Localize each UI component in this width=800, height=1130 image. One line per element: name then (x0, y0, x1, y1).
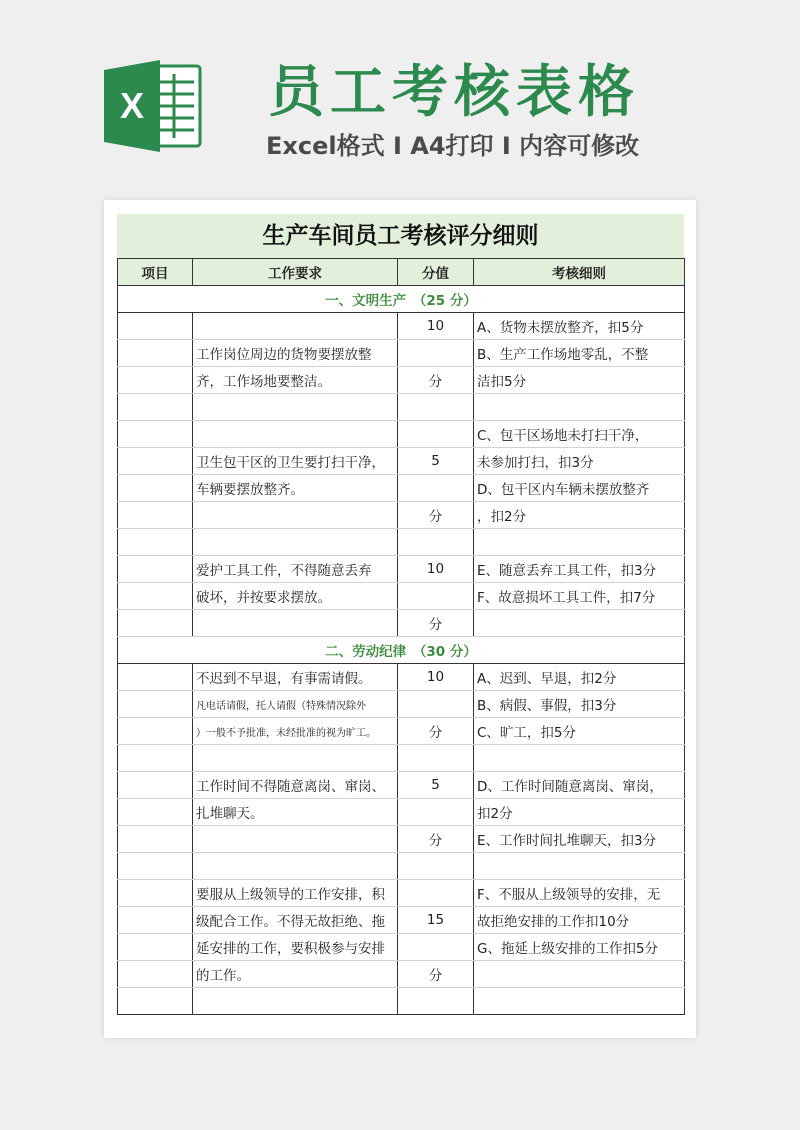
table-row (118, 583, 685, 610)
table-row (118, 745, 685, 772)
detail-cell: 洁扣5分 (474, 367, 685, 394)
page-title: 员工考核表格 (268, 60, 640, 125)
table-row (118, 691, 685, 718)
table-row (118, 394, 685, 421)
table-row (118, 502, 685, 529)
table-row (118, 448, 685, 475)
score-cell: 10 (398, 556, 474, 583)
table-row (118, 826, 685, 853)
score-cell: 15 (398, 907, 474, 934)
table-row (118, 799, 685, 826)
table-row (118, 475, 685, 502)
score-cell: 分 (398, 367, 474, 394)
table-row (118, 421, 685, 448)
requirement-cell: 凡电话请假，托人请假（特殊情况除外 (193, 691, 398, 718)
table-row (118, 988, 685, 1015)
score-cell: 5 (398, 448, 474, 475)
detail-cell: E、随意丢弃工具工件，扣3分 (474, 556, 685, 583)
requirement-cell: 工作时间不得随意离岗、窜岗、 (193, 772, 398, 799)
column-header: 分值 (398, 259, 474, 286)
table-row (118, 772, 685, 799)
detail-cell: F、不服从上级领导的安排，无 (474, 880, 685, 907)
score-cell: 分 (398, 826, 474, 853)
table-row (118, 718, 685, 745)
detail-cell: A、迟到、早退，扣2分 (474, 664, 685, 691)
detail-cell: C、旷工，扣5分 (474, 718, 685, 745)
table-row (118, 340, 685, 367)
requirement-cell: 破坏，并按要求摆放。 (193, 583, 398, 610)
detail-cell: F、故意损坏工具工件，扣7分 (474, 583, 685, 610)
score-cell: 分 (398, 961, 474, 988)
score-cell: 5 (398, 772, 474, 799)
requirement-cell: 级配合工作。不得无故拒绝、拖 (193, 907, 398, 934)
table-row (118, 556, 685, 583)
column-header: 项目 (118, 259, 193, 286)
section-row (118, 637, 685, 664)
table-row (118, 313, 685, 340)
section-label: 一、文明生产 （25 分） (118, 286, 685, 313)
sheet-title: 生产车间员工考核评分细则 (117, 214, 684, 258)
table-row (118, 664, 685, 691)
detail-cell: B、病假、事假，扣3分 (474, 691, 685, 718)
requirement-cell: 齐，工作场地要整洁。 (193, 367, 398, 394)
detail-cell: ，扣2分 (474, 502, 685, 529)
detail-cell: D、包干区内车辆未摆放整齐 (474, 475, 685, 502)
detail-cell: 未参加打扫，扣3分 (474, 448, 685, 475)
table-row (118, 529, 685, 556)
section-row (118, 286, 685, 313)
table-row (118, 853, 685, 880)
assessment-table (117, 258, 685, 1015)
table-row (118, 907, 685, 934)
detail-cell: E、工作时间扎堆聊天，扣3分 (474, 826, 685, 853)
table-header-row (118, 259, 685, 286)
requirement-cell: 卫生包干区的卫生要打扫干净， (193, 448, 398, 475)
requirement-cell: 的工作。 (193, 961, 398, 988)
score-cell: 分 (398, 718, 474, 745)
score-cell: 分 (398, 502, 474, 529)
requirement-cell: 扎堆聊天。 (193, 799, 398, 826)
detail-cell: D、工作时间随意离岗、窜岗， (474, 772, 685, 799)
detail-cell: A、货物未摆放整齐，扣5分 (474, 313, 685, 340)
column-header: 考核细则 (474, 259, 685, 286)
score-cell: 10 (398, 664, 474, 691)
table-row (118, 934, 685, 961)
requirement-cell: ）一般不予批准，未经批准的视为旷工。 (193, 718, 398, 745)
score-cell: 分 (398, 610, 474, 637)
requirement-cell: 不迟到不早退，有事需请假。 (193, 664, 398, 691)
requirement-cell: 延安排的工作，要积极参与安排 (193, 934, 398, 961)
requirement-cell: 工作岗位周边的货物要摆放整 (193, 340, 398, 367)
table-row (118, 961, 685, 988)
table-row (118, 880, 685, 907)
table-row (118, 610, 685, 637)
requirement-cell: 车辆要摆放整齐。 (193, 475, 398, 502)
page-subtitle: Excel格式 Ⅰ A4打印 Ⅰ 内容可修改 (266, 132, 640, 160)
detail-cell: C、包干区场地未打扫干净， (474, 421, 685, 448)
section-label: 二、劳动纪律 （30 分） (118, 637, 685, 664)
detail-cell: 扣2分 (474, 799, 685, 826)
score-cell: 10 (398, 313, 474, 340)
logo-letter: X (119, 85, 145, 126)
requirement-cell: 要服从上级领导的工作安排，积 (193, 880, 398, 907)
column-header: 工作要求 (193, 259, 398, 286)
table-row (118, 367, 685, 394)
excel-logo-icon (104, 60, 204, 152)
detail-cell: G、拖延上级安排的工作扣5分 (474, 934, 685, 961)
detail-cell: 故拒绝安排的工作扣10分 (474, 907, 685, 934)
detail-cell: B、生产工作场地零乱，不整 (474, 340, 685, 367)
requirement-cell: 爱护工具工件，不得随意丢弃 (193, 556, 398, 583)
